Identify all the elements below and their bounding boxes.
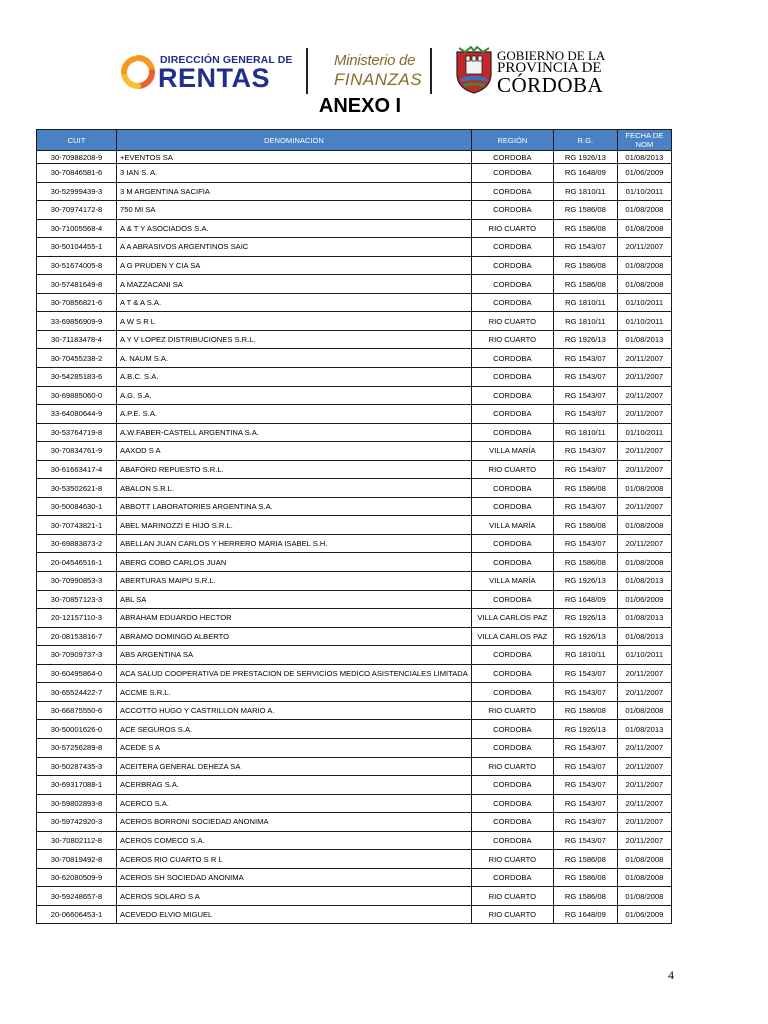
cell-fecha: 20/11/2007: [617, 776, 671, 795]
cell-fecha: 20/11/2007: [617, 368, 671, 387]
cell-cuit: 30-53764719-8: [37, 423, 117, 442]
cell-region: CORDOBA: [471, 405, 553, 424]
table-row: [37, 442, 672, 461]
cell-fecha: 01/06/2009: [617, 905, 671, 924]
cell-denominacion: A G PRUDEN Y CIA SA: [117, 256, 472, 275]
cell-cuit: 30-70819492-8: [37, 850, 117, 869]
cell-rg: RG 1926/13: [553, 572, 617, 591]
table-row: [37, 887, 672, 906]
table-row: [37, 151, 672, 164]
cell-fecha: 01/06/2009: [617, 590, 671, 609]
cell-denominacion: A MAZZACANI SA: [117, 275, 472, 294]
cell-rg: RG 1926/13: [553, 720, 617, 739]
cell-fecha: 20/11/2007: [617, 405, 671, 424]
table-row: [37, 831, 672, 850]
cell-region: CORDOBA: [471, 368, 553, 387]
cell-fecha: 01/10/2011: [617, 293, 671, 312]
cell-cuit: 30-70990853-3: [37, 572, 117, 591]
table-row: [37, 497, 672, 516]
cell-cuit: 30-70846581-6: [37, 164, 117, 183]
table-row: [37, 572, 672, 591]
cell-fecha: 01/08/2013: [617, 151, 671, 164]
table-row: [37, 256, 672, 275]
cell-region: CORDOBA: [471, 534, 553, 553]
cell-rg: RG 1543/07: [553, 497, 617, 516]
cell-cuit: 30-70834761-9: [37, 442, 117, 461]
ministerio-logo-line2: FINANZAS: [334, 70, 423, 89]
cell-denominacion: ACEROS SOLARO S A: [117, 887, 472, 906]
table-row: [37, 312, 672, 331]
cell-cuit: 30-66875550-6: [37, 701, 117, 720]
cell-rg: RG 1586/08: [553, 516, 617, 535]
cell-region: RIO CUARTO: [471, 460, 553, 479]
cell-region: VILLA MARÍA: [471, 516, 553, 535]
cell-region: RIO CUARTO: [471, 330, 553, 349]
cell-cuit: 30-52999439-3: [37, 182, 117, 201]
table-row: [37, 905, 672, 924]
cell-region: CORDOBA: [471, 182, 553, 201]
cell-region: CORDOBA: [471, 349, 553, 368]
rentas-logo-line2: RENTAS: [158, 63, 271, 93]
cell-region: CORDOBA: [471, 590, 553, 609]
cell-denominacion: ABALON S.R.L.: [117, 479, 472, 498]
cell-cuit: 30-50084630-1: [37, 497, 117, 516]
table-row: [37, 738, 672, 757]
cell-cuit: 30-71183478-4: [37, 330, 117, 349]
cell-denominacion: ABERTURAS MAIPU S.R.L.: [117, 572, 472, 591]
table-row: [37, 479, 672, 498]
cell-denominacion: ACCOTTO HUGO Y CASTRILLON MARIO A.: [117, 701, 472, 720]
cell-rg: RG 1543/07: [553, 349, 617, 368]
table-row: [37, 460, 672, 479]
cell-cuit: 30-70455238-2: [37, 349, 117, 368]
cell-fecha: 01/08/2008: [617, 219, 671, 238]
cell-cuit: 20-08153816-7: [37, 627, 117, 646]
cell-denominacion: ABAFORD REPUESTO S.R.L.: [117, 460, 472, 479]
table-row: [37, 813, 672, 832]
cell-cuit: 30-69885060-0: [37, 386, 117, 405]
cell-rg: RG 1586/08: [553, 553, 617, 572]
cell-denominacion: A. NAUM S.A.: [117, 349, 472, 368]
cell-region: RIO CUARTO: [471, 701, 553, 720]
cell-region: CORDOBA: [471, 831, 553, 850]
cell-fecha: 20/11/2007: [617, 442, 671, 461]
cell-rg: RG 1543/07: [553, 238, 617, 257]
cell-rg: RG 1586/08: [553, 275, 617, 294]
cell-fecha: 01/08/2008: [617, 256, 671, 275]
cell-rg: RG 1648/09: [553, 164, 617, 183]
page-number: 4: [668, 968, 674, 982]
gobierno-logo-line2: PROVINCIA DE: [497, 60, 602, 76]
table-row: [37, 868, 672, 887]
cell-region: CORDOBA: [471, 868, 553, 887]
cell-fecha: 01/08/2008: [617, 887, 671, 906]
cell-rg: RG 1926/13: [553, 609, 617, 628]
table-row: [37, 757, 672, 776]
cell-rg: RG 1543/07: [553, 738, 617, 757]
cell-region: VILLA MARÍA: [471, 442, 553, 461]
cell-region: RIO CUARTO: [471, 219, 553, 238]
cell-rg: RG 1543/07: [553, 813, 617, 832]
cell-fecha: 20/11/2007: [617, 386, 671, 405]
cell-cuit: 30-70909737-3: [37, 646, 117, 665]
cell-fecha: 20/11/2007: [617, 738, 671, 757]
cell-denominacion: A.G. S.A.: [117, 386, 472, 405]
cell-region: CORDOBA: [471, 164, 553, 183]
cell-denominacion: ABELLAN JUAN CARLOS Y HERRERO MARIA ISABEL S.H.: [117, 534, 472, 553]
table-row: [37, 850, 672, 869]
cell-fecha: 01/08/2013: [617, 572, 671, 591]
logo-divider: [306, 48, 308, 94]
cell-cuit: 33-69856909-9: [37, 312, 117, 331]
cell-rg: RG 1810/11: [553, 293, 617, 312]
cell-cuit: 30-50001626-0: [37, 720, 117, 739]
table-row: [37, 330, 672, 349]
table-row: [37, 720, 672, 739]
cell-rg: RG 1586/08: [553, 701, 617, 720]
cell-fecha: 20/11/2007: [617, 794, 671, 813]
cell-region: CORDOBA: [471, 423, 553, 442]
cell-denominacion: A W S R L: [117, 312, 472, 331]
cell-cuit: 20-04546516-1: [37, 553, 117, 572]
cell-cuit: 30-70974172-8: [37, 201, 117, 220]
cell-region: CORDOBA: [471, 293, 553, 312]
cell-rg: RG 1543/07: [553, 683, 617, 702]
table-row: [37, 794, 672, 813]
gobierno-logo-line3: CÓRDOBA: [497, 73, 604, 97]
cell-fecha: 01/08/2008: [617, 201, 671, 220]
cell-rg: RG 1810/11: [553, 182, 617, 201]
cell-rg: RG 1926/13: [553, 627, 617, 646]
table-row: [37, 219, 672, 238]
cell-rg: RG 1586/08: [553, 201, 617, 220]
cell-region: CORDOBA: [471, 738, 553, 757]
cell-region: CORDOBA: [471, 386, 553, 405]
cell-fecha: 01/08/2008: [617, 868, 671, 887]
cell-denominacion: ACE SEGUROS S.A.: [117, 720, 472, 739]
table-row: [37, 423, 672, 442]
cell-fecha: 20/11/2007: [617, 238, 671, 257]
cell-fecha: 01/06/2009: [617, 164, 671, 183]
cell-region: CORDOBA: [471, 151, 553, 164]
cell-region: CORDOBA: [471, 776, 553, 795]
cell-region: CORDOBA: [471, 646, 553, 665]
cell-cuit: 30-70743821-1: [37, 516, 117, 535]
cell-rg: RG 1648/09: [553, 905, 617, 924]
table-row: [37, 386, 672, 405]
cell-rg: RG 1586/08: [553, 887, 617, 906]
cell-region: CORDOBA: [471, 813, 553, 832]
cell-rg: RG 1543/07: [553, 776, 617, 795]
cell-fecha: 01/08/2008: [617, 275, 671, 294]
cell-region: RIO CUARTO: [471, 312, 553, 331]
cell-region: VILLA MARÍA: [471, 572, 553, 591]
cell-rg: RG 1543/07: [553, 368, 617, 387]
cell-region: CORDOBA: [471, 720, 553, 739]
cell-denominacion: ACEROS BORRONI SOCIEDAD ANONIMA: [117, 813, 472, 832]
ministerio-logo-line1: Ministerio de: [334, 52, 416, 69]
table-row: [37, 646, 672, 665]
agents-table: [36, 129, 672, 924]
cell-fecha: 01/10/2011: [617, 646, 671, 665]
cell-denominacion: ABRAHAM EDUARDO HECTOR: [117, 609, 472, 628]
cell-region: CORDOBA: [471, 497, 553, 516]
cell-cuit: 20-06606453-1: [37, 905, 117, 924]
cell-rg: RG 1586/08: [553, 219, 617, 238]
cell-region: CORDOBA: [471, 238, 553, 257]
cell-region: CORDOBA: [471, 201, 553, 220]
cell-fecha: 01/08/2013: [617, 720, 671, 739]
table-row: [37, 609, 672, 628]
cell-fecha: 01/08/2008: [617, 850, 671, 869]
cell-rg: RG 1810/11: [553, 312, 617, 331]
cell-denominacion: ABEL MARINOZZI E HIJO S.R.L.: [117, 516, 472, 535]
cell-denominacion: ACEITERA GENERAL DEHEZA SA: [117, 757, 472, 776]
cell-rg: RG 1586/08: [553, 479, 617, 498]
cell-cuit: 30-69317088-1: [37, 776, 117, 795]
cell-denominacion: A Y V LOPEZ DISTRIBUCIONES S.R.L.: [117, 330, 472, 349]
cell-denominacion: ACEVEDO ELVIO MIGUEL: [117, 905, 472, 924]
cell-region: RIO CUARTO: [471, 757, 553, 776]
cell-cuit: 30-70856821-6: [37, 293, 117, 312]
logo-divider: [430, 48, 432, 94]
cell-fecha: 01/10/2011: [617, 312, 671, 331]
cell-cuit: 30-70988208-9: [37, 151, 117, 164]
header-cuit: CUIT: [37, 130, 117, 151]
cell-rg: RG 1586/08: [553, 868, 617, 887]
cell-denominacion: 3 M ARGENTINA SACIFIA: [117, 182, 472, 201]
cell-region: CORDOBA: [471, 664, 553, 683]
cell-fecha: 20/11/2007: [617, 757, 671, 776]
cell-cuit: 30-50287435-3: [37, 757, 117, 776]
cell-region: CORDOBA: [471, 794, 553, 813]
gobierno-logo-line1: GOBIERNO DE LA: [497, 48, 606, 63]
cell-cuit: 30-53502621-8: [37, 479, 117, 498]
cell-cuit: 30-70802112-8: [37, 831, 117, 850]
cell-rg: RG 1543/07: [553, 757, 617, 776]
header-denominacion: DENOMINACION: [117, 130, 472, 151]
cell-denominacion: ACCME S.R.L.: [117, 683, 472, 702]
cell-cuit: 30-59248657-8: [37, 887, 117, 906]
cell-cuit: 30-69883873-2: [37, 534, 117, 553]
table-row: [37, 201, 672, 220]
cell-denominacion: ACERCO S.A.: [117, 794, 472, 813]
cell-denominacion: ABERG COBO CARLOS JUAN: [117, 553, 472, 572]
table-row: [37, 534, 672, 553]
cell-region: RIO CUARTO: [471, 905, 553, 924]
cell-cuit: 30-57256289-8: [37, 738, 117, 757]
cell-cuit: 30-62080509-9: [37, 868, 117, 887]
cell-region: RIO CUARTO: [471, 887, 553, 906]
cell-rg: RG 1543/07: [553, 794, 617, 813]
cell-region: VILLA CARLOS PAZ: [471, 609, 553, 628]
cell-rg: RG 1543/07: [553, 664, 617, 683]
header-fecha-nom: FECHA DE NOM: [617, 130, 671, 151]
cell-denominacion: 750 MI SA: [117, 201, 472, 220]
cell-denominacion: A & T Y ASOCIADOS S.A.: [117, 219, 472, 238]
table-row: [37, 275, 672, 294]
cell-fecha: 20/11/2007: [617, 349, 671, 368]
cell-fecha: 01/08/2008: [617, 479, 671, 498]
cell-cuit: 30-51674005-8: [37, 256, 117, 275]
cell-denominacion: ACEROS SH SOCIEDAD ANONIMA: [117, 868, 472, 887]
cell-cuit: 30-61663417-4: [37, 460, 117, 479]
cell-denominacion: AAXOD S A: [117, 442, 472, 461]
table-row: [37, 627, 672, 646]
table-row: [37, 182, 672, 201]
cell-rg: RG 1810/11: [553, 646, 617, 665]
header-rg: R.G.: [553, 130, 617, 151]
cell-denominacion: ACERBRAG S.A.: [117, 776, 472, 795]
cell-fecha: 01/08/2008: [617, 553, 671, 572]
table-row: [37, 664, 672, 683]
cell-denominacion: ACEROS RIO CUARTO S R L: [117, 850, 472, 869]
cell-cuit: 30-57481649-8: [37, 275, 117, 294]
cell-denominacion: ABRAMO DOMINGO ALBERTO: [117, 627, 472, 646]
table-row: [37, 701, 672, 720]
cell-denominacion: A A ABRASIVOS ARGENTINOS SAIC: [117, 238, 472, 257]
cell-rg: RG 1543/07: [553, 460, 617, 479]
cell-fecha: 01/08/2008: [617, 516, 671, 535]
cell-fecha: 20/11/2007: [617, 460, 671, 479]
cell-fecha: 20/11/2007: [617, 831, 671, 850]
page-header: [0, 44, 768, 102]
cell-denominacion: ABS ARGENTINA SA: [117, 646, 472, 665]
gobierno-cordoba-logo: [455, 46, 615, 98]
cordoba-shield-icon: [455, 46, 493, 94]
cell-cuit: 30-70857123-3: [37, 590, 117, 609]
cell-rg: RG 1586/08: [553, 850, 617, 869]
cell-rg: RG 1543/07: [553, 386, 617, 405]
cell-region: RIO CUARTO: [471, 850, 553, 869]
rentas-logo-line1: DIRECCIÓN GENERAL DE: [160, 54, 293, 66]
page-title: ANEXO I: [318, 95, 402, 117]
header-region: REGIÓN: [471, 130, 553, 151]
cell-cuit: 30-59802893-8: [37, 794, 117, 813]
cell-fecha: 01/10/2011: [617, 182, 671, 201]
table-row: [37, 164, 672, 183]
cell-fecha: 01/08/2008: [617, 701, 671, 720]
cell-fecha: 20/11/2007: [617, 534, 671, 553]
cell-cuit: 30-60495864-0: [37, 664, 117, 683]
cell-fecha: 20/11/2007: [617, 497, 671, 516]
cell-cuit: 20-12157110-3: [37, 609, 117, 628]
cell-fecha: 01/08/2013: [617, 609, 671, 628]
cell-rg: RG 1926/13: [553, 330, 617, 349]
cell-cuit: 30-54285183-6: [37, 368, 117, 387]
cell-denominacion: A.P.E. S.A.: [117, 405, 472, 424]
rentas-logo: [120, 52, 293, 93]
table-row: [37, 349, 672, 368]
cell-rg: RG 1543/07: [553, 831, 617, 850]
cell-rg: RG 1926/13: [553, 151, 617, 164]
cell-denominacion: ABBOTT LABORATORIES ARGENTINA S.A.: [117, 497, 472, 516]
cell-denominacion: 3 IAN S. A.: [117, 164, 472, 183]
cell-region: CORDOBA: [471, 275, 553, 294]
table-row: [37, 516, 672, 535]
cell-region: CORDOBA: [471, 256, 553, 275]
cell-denominacion: ABL SA: [117, 590, 472, 609]
cell-rg: RG 1543/07: [553, 405, 617, 424]
cell-rg: RG 1586/08: [553, 256, 617, 275]
cell-cuit: 30-59742920-3: [37, 813, 117, 832]
cell-rg: RG 1543/07: [553, 442, 617, 461]
table-row: [37, 683, 672, 702]
table-row: [37, 590, 672, 609]
table-row: [37, 238, 672, 257]
cell-fecha: 20/11/2007: [617, 664, 671, 683]
table-body: [37, 151, 672, 924]
cell-rg: RG 1810/11: [553, 423, 617, 442]
rentas-swirl-icon: [120, 54, 156, 90]
table-row: [37, 405, 672, 424]
cell-denominacion: A.B.C. S.A.: [117, 368, 472, 387]
cell-denominacion: ACEDE S A: [117, 738, 472, 757]
cell-fecha: 01/10/2011: [617, 423, 671, 442]
cell-region: VILLA CARLOS PAZ: [471, 627, 553, 646]
cell-denominacion: A T & A S.A.: [117, 293, 472, 312]
cell-region: CORDOBA: [471, 479, 553, 498]
cell-rg: RG 1543/07: [553, 534, 617, 553]
cell-cuit: 33-64080644-9: [37, 405, 117, 424]
cell-fecha: 20/11/2007: [617, 683, 671, 702]
cell-cuit: 30-50104455-1: [37, 238, 117, 257]
table-row: [37, 368, 672, 387]
cell-fecha: 01/08/2013: [617, 330, 671, 349]
cell-denominacion: ACEROS COMECO S.A.: [117, 831, 472, 850]
cell-region: CORDOBA: [471, 553, 553, 572]
ministerio-logo: [334, 52, 424, 96]
cell-denominacion: ACA SALUD COOPERATIVA DE PRESTACION DE SERVICIOS MEDICO ASISTENCIALES LIMITADA: [117, 664, 472, 683]
table-header-row: [37, 130, 672, 151]
table-row: [37, 553, 672, 572]
table-row: [37, 293, 672, 312]
cell-cuit: 30-71005568-4: [37, 219, 117, 238]
table-row: [37, 776, 672, 795]
cell-region: CORDOBA: [471, 683, 553, 702]
cell-cuit: 30-65524422-7: [37, 683, 117, 702]
cell-fecha: 01/08/2013: [617, 627, 671, 646]
cell-denominacion: A.W.FABER-CASTELL ARGENTINA S.A.: [117, 423, 472, 442]
cell-fecha: 20/11/2007: [617, 813, 671, 832]
cell-rg: RG 1648/09: [553, 590, 617, 609]
cell-denominacion: +EVENTOS SA: [117, 151, 472, 164]
